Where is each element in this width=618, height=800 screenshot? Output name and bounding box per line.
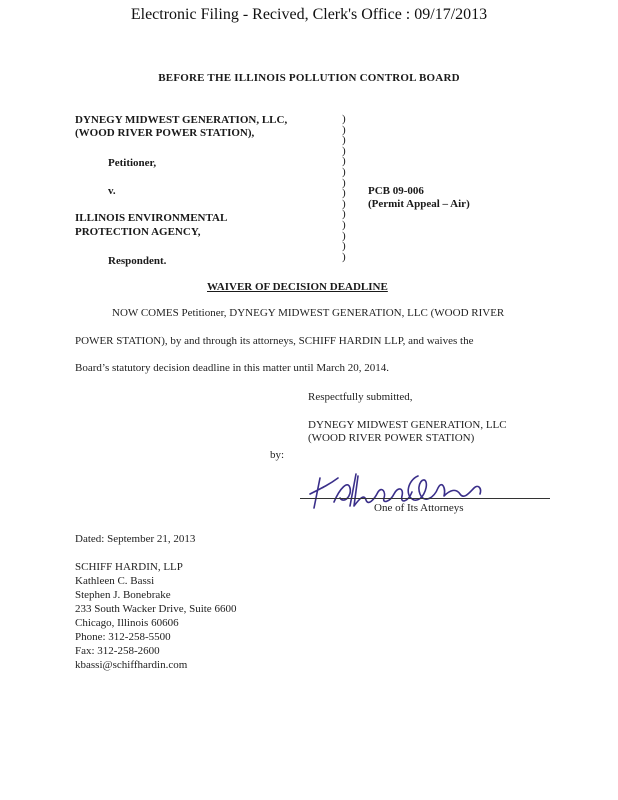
body-line-1: NOW COMES Petitioner, DYNEGY MIDWEST GENERATION, LLC (WOOD RIVER xyxy=(112,307,505,319)
body-line-3: Board’s statutory decision deadline in this matter until March 20, 2014. xyxy=(75,362,390,374)
filing-header: Electronic Filing - Recived, Clerk's Office : 09/17/2013 xyxy=(130,6,488,23)
respondent-name-1: ILLINOIS ENVIRONMENTAL xyxy=(75,212,228,224)
petitioner-label: Petitioner, xyxy=(108,157,157,169)
firm-phone: Phone: 312-258-5500 xyxy=(75,631,171,643)
body-line-2: POWER STATION), by and through its attorneys, SCHIFF HARDIN LLP, and waives the xyxy=(75,335,474,347)
versus-label: v. xyxy=(108,185,116,197)
firm-name: SCHIFF HARDIN, LLP xyxy=(75,561,183,573)
caption-parentheses: ) ) ) ) ) ) ) ) ) ) ) ) ) ) xyxy=(342,113,346,263)
signing-party-2: (WOOD RIVER POWER STATION) xyxy=(308,432,475,444)
case-type: (Permit Appeal – Air) xyxy=(368,198,470,210)
by-label: by: xyxy=(270,449,285,461)
petitioner-name-2: (WOOD RIVER POWER STATION), xyxy=(75,127,255,139)
case-number: PCB 09-006 xyxy=(368,185,424,197)
firm-fax: Fax: 312-258-2600 xyxy=(75,645,160,657)
firm-address-block xyxy=(75,560,236,672)
respondent-label: Respondent. xyxy=(108,255,167,267)
dated-line: Dated: September 21, 2013 xyxy=(75,533,196,545)
signer-role: One of Its Attorneys xyxy=(374,502,464,514)
respondent-name-2: PROTECTION AGENCY, xyxy=(75,226,201,238)
board-title: BEFORE THE ILLINOIS POLLUTION CONTROL BOARD xyxy=(158,72,460,84)
attorney-name-1: Kathleen C. Bassi xyxy=(75,575,155,587)
closing: Respectfully submitted, xyxy=(308,391,413,403)
firm-email: kbassi@schiffhardin.com xyxy=(75,659,188,671)
firm-street: 233 South Wacker Drive, Suite 6600 xyxy=(75,603,237,615)
attorney-name-2: Stephen J. Bonebrake xyxy=(75,589,171,601)
firm-city: Chicago, Illinois 60606 xyxy=(75,617,179,629)
signing-party-1: DYNEGY MIDWEST GENERATION, LLC xyxy=(308,419,507,431)
petitioner-name-1: DYNEGY MIDWEST GENERATION, LLC, xyxy=(75,114,288,126)
waiver-heading: WAIVER OF DECISION DEADLINE xyxy=(207,281,388,293)
signature-line xyxy=(300,498,550,499)
